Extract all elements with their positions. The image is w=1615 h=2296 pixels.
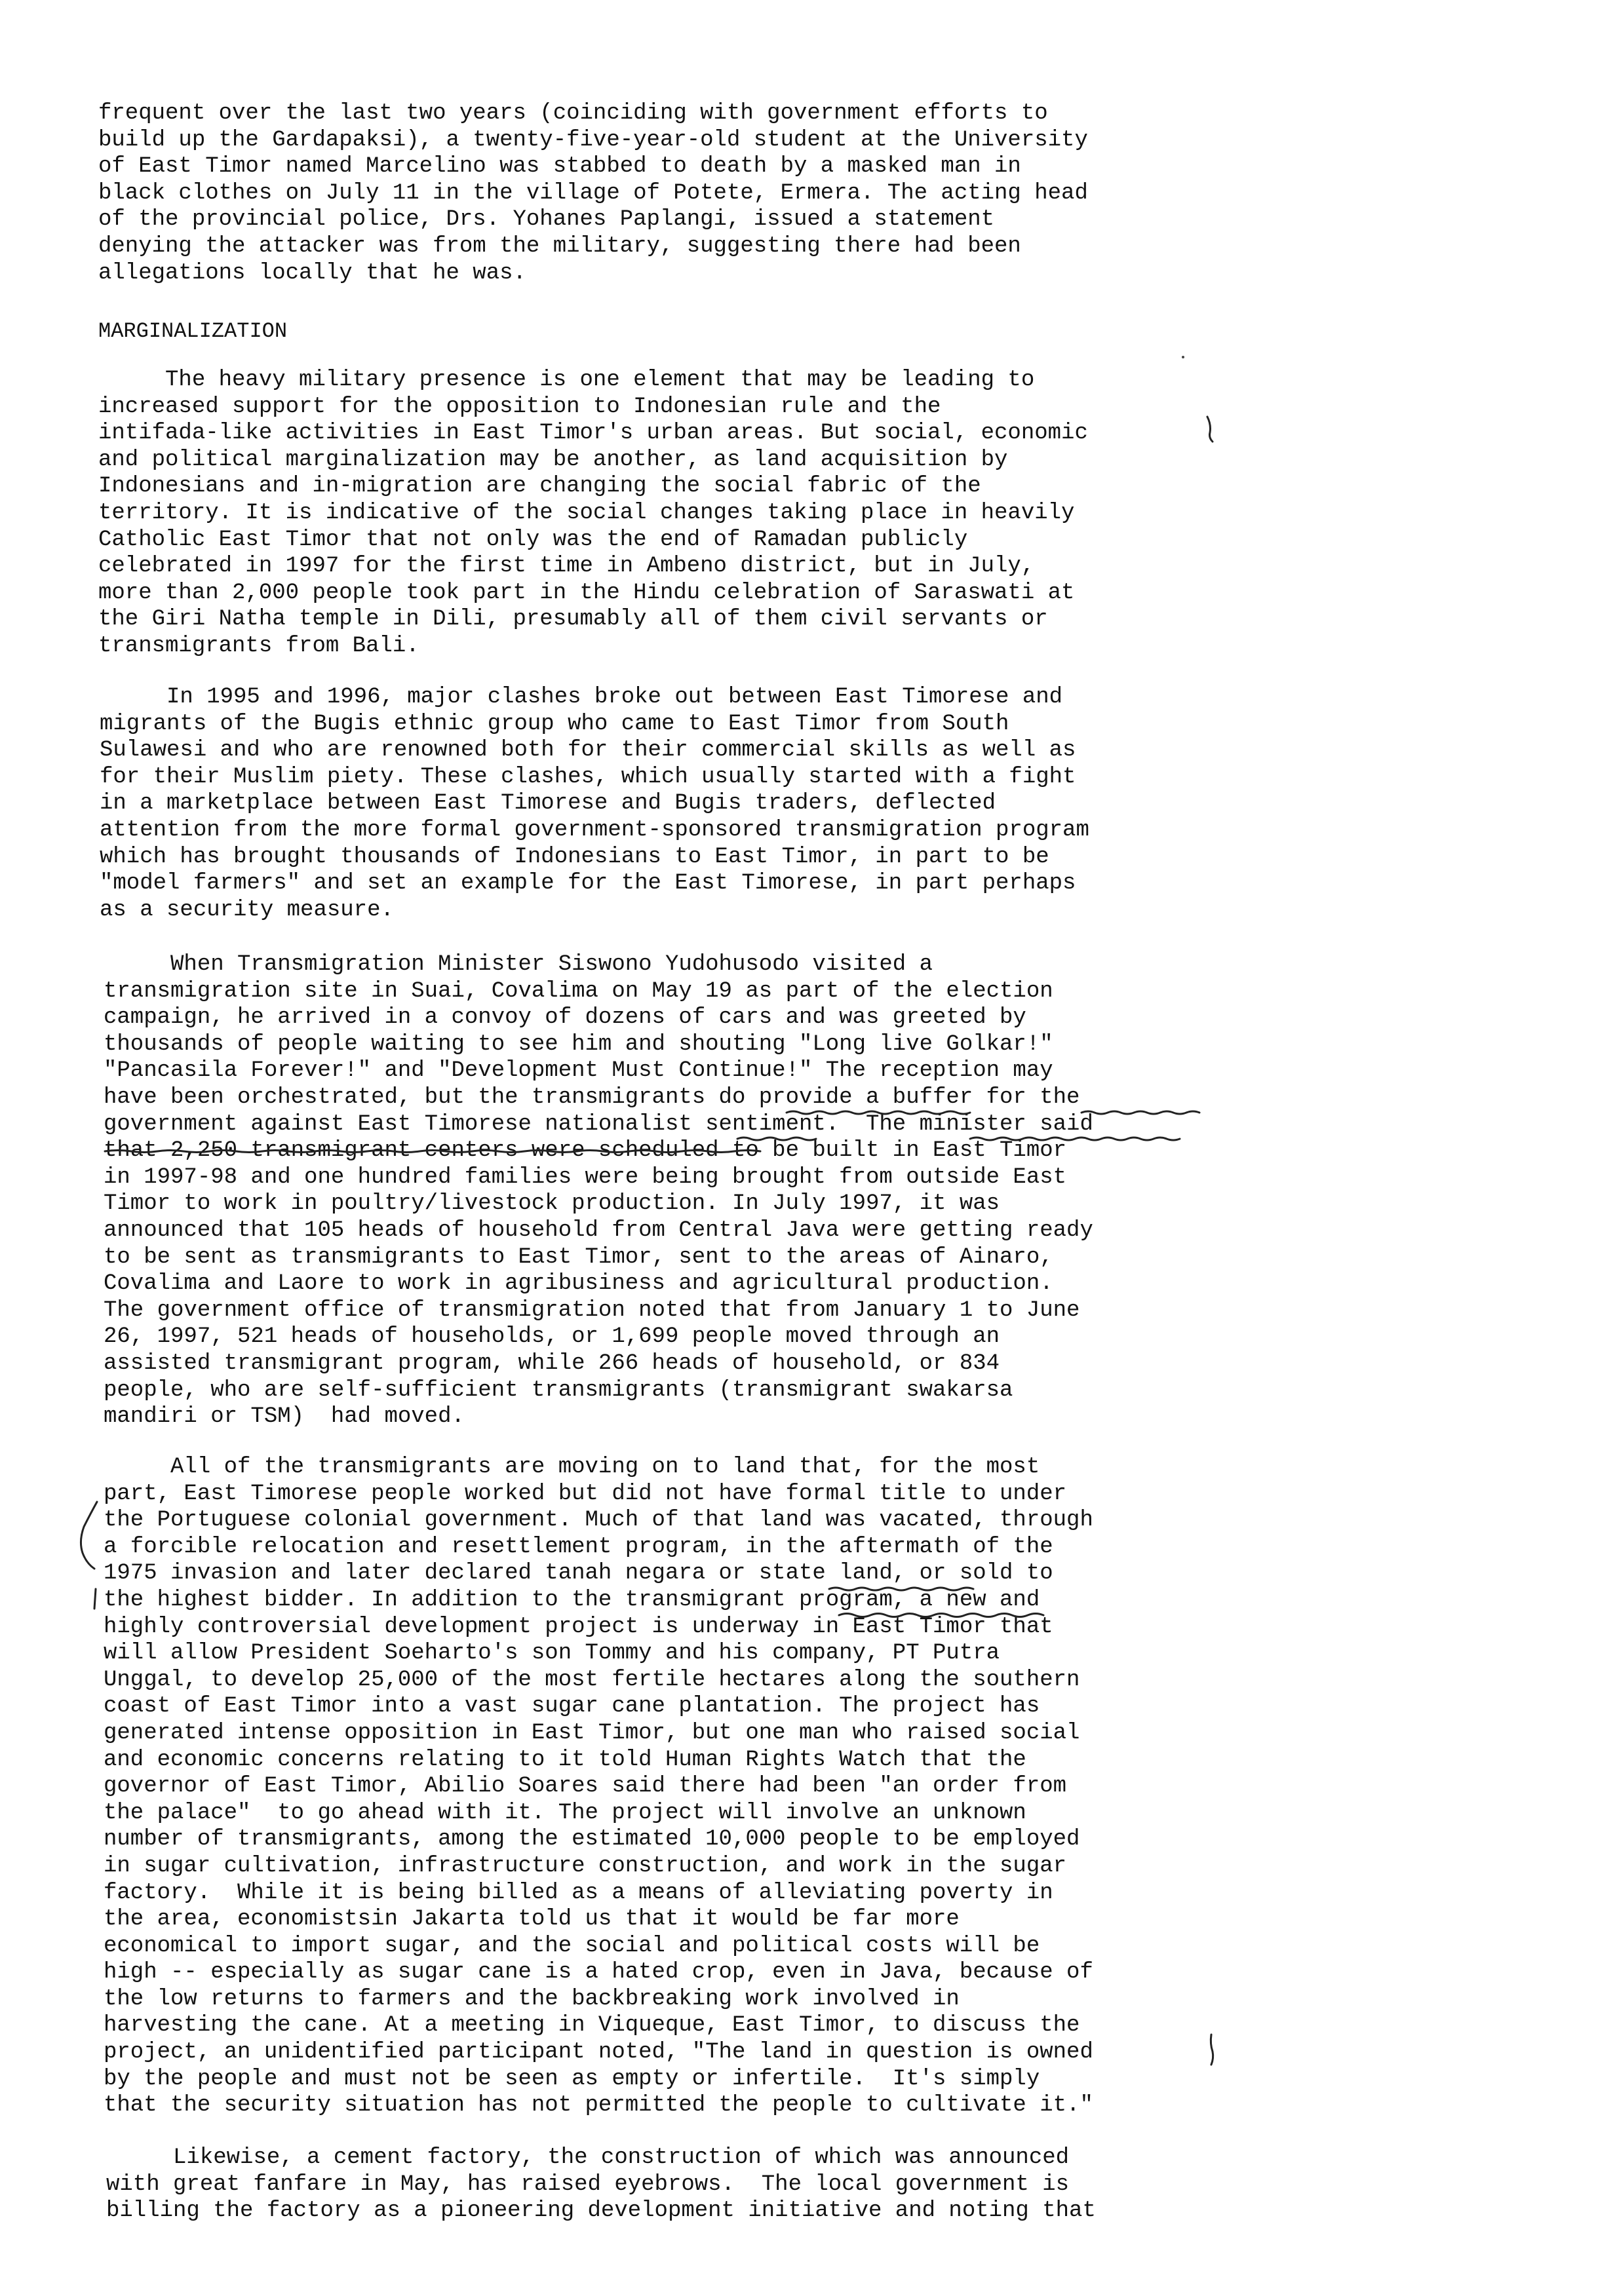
paragraph-land-title: All of the transmigrants are moving on to land that, for the most part, East Timorese people worked but did not have formal title to under the Portuguese colonial government. Much of that land was vacated, through a forcible relocation and resettlement program, in the aftermath of the 1975 invasion and later declared tanah negara or state land, or sold to the highest bidder. In addition to the transmigrant program, a new and highly controversial development project is underway in East Timor that will allow President Soeharto's son Tommy and his company, PT Putra Unggal, to develop 25,000 of the most fertile hectares along the southern coast of East Timor into a vast sugar cane plantation. The project has generated intense opposition in East Timor, but one man who raised social and economic concerns relating to it told Human Rights Watch that the governor of East Timor, Abilio Soares said there had been "an order from the palace" to go ahead with it. The project will involve an unknown number of transmigrants, among the estimated 10,000 people to be employed in sugar cultivation, infrastructure construction, and work in the sugar factory. While it is being billed as a means of alleviating poverty in the area, economistsin Jakarta told us that it would be far more economical to import sugar, and the social and political costs will be high -- especially as sugar cane is a hated crop, even in Java, because of the low returns to farmers and the backbreaking work involved in harvesting the cane. At a meeting in Viqueque, East Timor, to discuss the project, an unidentified participant noted, "The land in question is owned by the people and must not be seen as empty or infertile. It's simply that the security situation has not permitted the people to cultivate it.": [104, 1455, 1093, 2118]
paragraph-marginalization-intro: The heavy military presence is one element that may be leading to increased support for the opposition to Indonesian rule and the intifada-like activities in East Timor's urban areas. But social, economic and political marginalization may be another, as land acquisition by Indonesians and in-migration are changing the social fabric of the territory. It is indicative of the social changes taking place in heavily Catholic East Timor that not only was the end of Ramadan publicly celebrated in 1997 for the first time in Ambeno district, but in July, more than 2,000 people took part in the Hindu celebration of Saraswati at the Giri Natha temple in Dili, presumably all of them civil servants or transmigrants from Bali.: [98, 368, 1088, 659]
margin-bracket-mark: [94, 1589, 96, 1609]
paragraph-transmigration-minister: When Transmigration Minister Siswono Yudohusodo visited a transmigration site in Suai, Covalima on May 19 as part of the election campaign, he arrived in a convoy of dozens of cars and was greeted by thousands of people waiting to see him and shouting "Long live Golkar!" "Pancasila Forever!" and "Development Must Continue!" The reception may have been orchestrated, but the transmigrants do provide a buffer for the government against East Timorese nationalist sentiment. The minister said that 2,250 transmigrant centers were scheduled to be built in East Timor in 1997-98 and one hundred families were being brought from outside East Timor to work in poultry/livestock production. In July 1997, it was announced that 105 heads of household from Central Java were getting ready to be sent as transmigrants to East Timor, sent to the areas of Ainaro, Covalima and Laore to work in agribusiness and agricultural production. The government office of transmigration noted that from January 1 to June 26, 1997, 521 heads of households, or 1,699 people moved through an assisted transmigrant program, while 266 heads of household, or 834 people, who are self-sufficient transmigrants (transmigrant swakarsa mandiri or TSM) had moved.: [104, 952, 1093, 1430]
paragraph-opening: frequent over the last two years (coinciding with government efforts to build up the Gardapaksi), a twenty-five-year-old student at the University of East Timor named Marcelino was stabbed to death by a masked man in black clothes on July 11 in the village of Potete, Ermera. The acting head of the provincial police, Drs. Yohanes Paplangi, issued a statement denying the attacker was from the military, suggesting there had been allegations locally that he was.: [98, 101, 1088, 286]
section-heading: MARGINALIZATION: [98, 319, 288, 343]
margin-bracket-mark: [1207, 417, 1213, 442]
margin-bracket-mark: [1211, 2035, 1213, 2065]
paragraph-cement-factory: Likewise, a cement factory, the construction of which was announced with great fanfare in May, has raised eyebrows. The local government is billing the factory as a pioneering development initiative and noting that: [106, 2145, 1096, 2224]
underline-mark: [1081, 1111, 1199, 1114]
stray-dot: [1182, 356, 1184, 358]
margin-bracket-mark: [81, 1502, 97, 1569]
paragraph-bugis-clashes: In 1995 and 1996, major clashes broke out between East Timorese and migrants of the Bugis ethnic group who came to East Timor from South Sulawesi and who are renowned both for their commercial skills as well as for their Muslim piety. These clashes, which usually started with a fight in a marketplace between East Timorese and Bugis traders, deflected attention from the more formal government-sponsored transmigration program which has brought thousands of Indonesians to East Timor, in part to be "model farmers" and set an example for the East Timorese, in part perhaps as a security measure.: [100, 685, 1089, 923]
